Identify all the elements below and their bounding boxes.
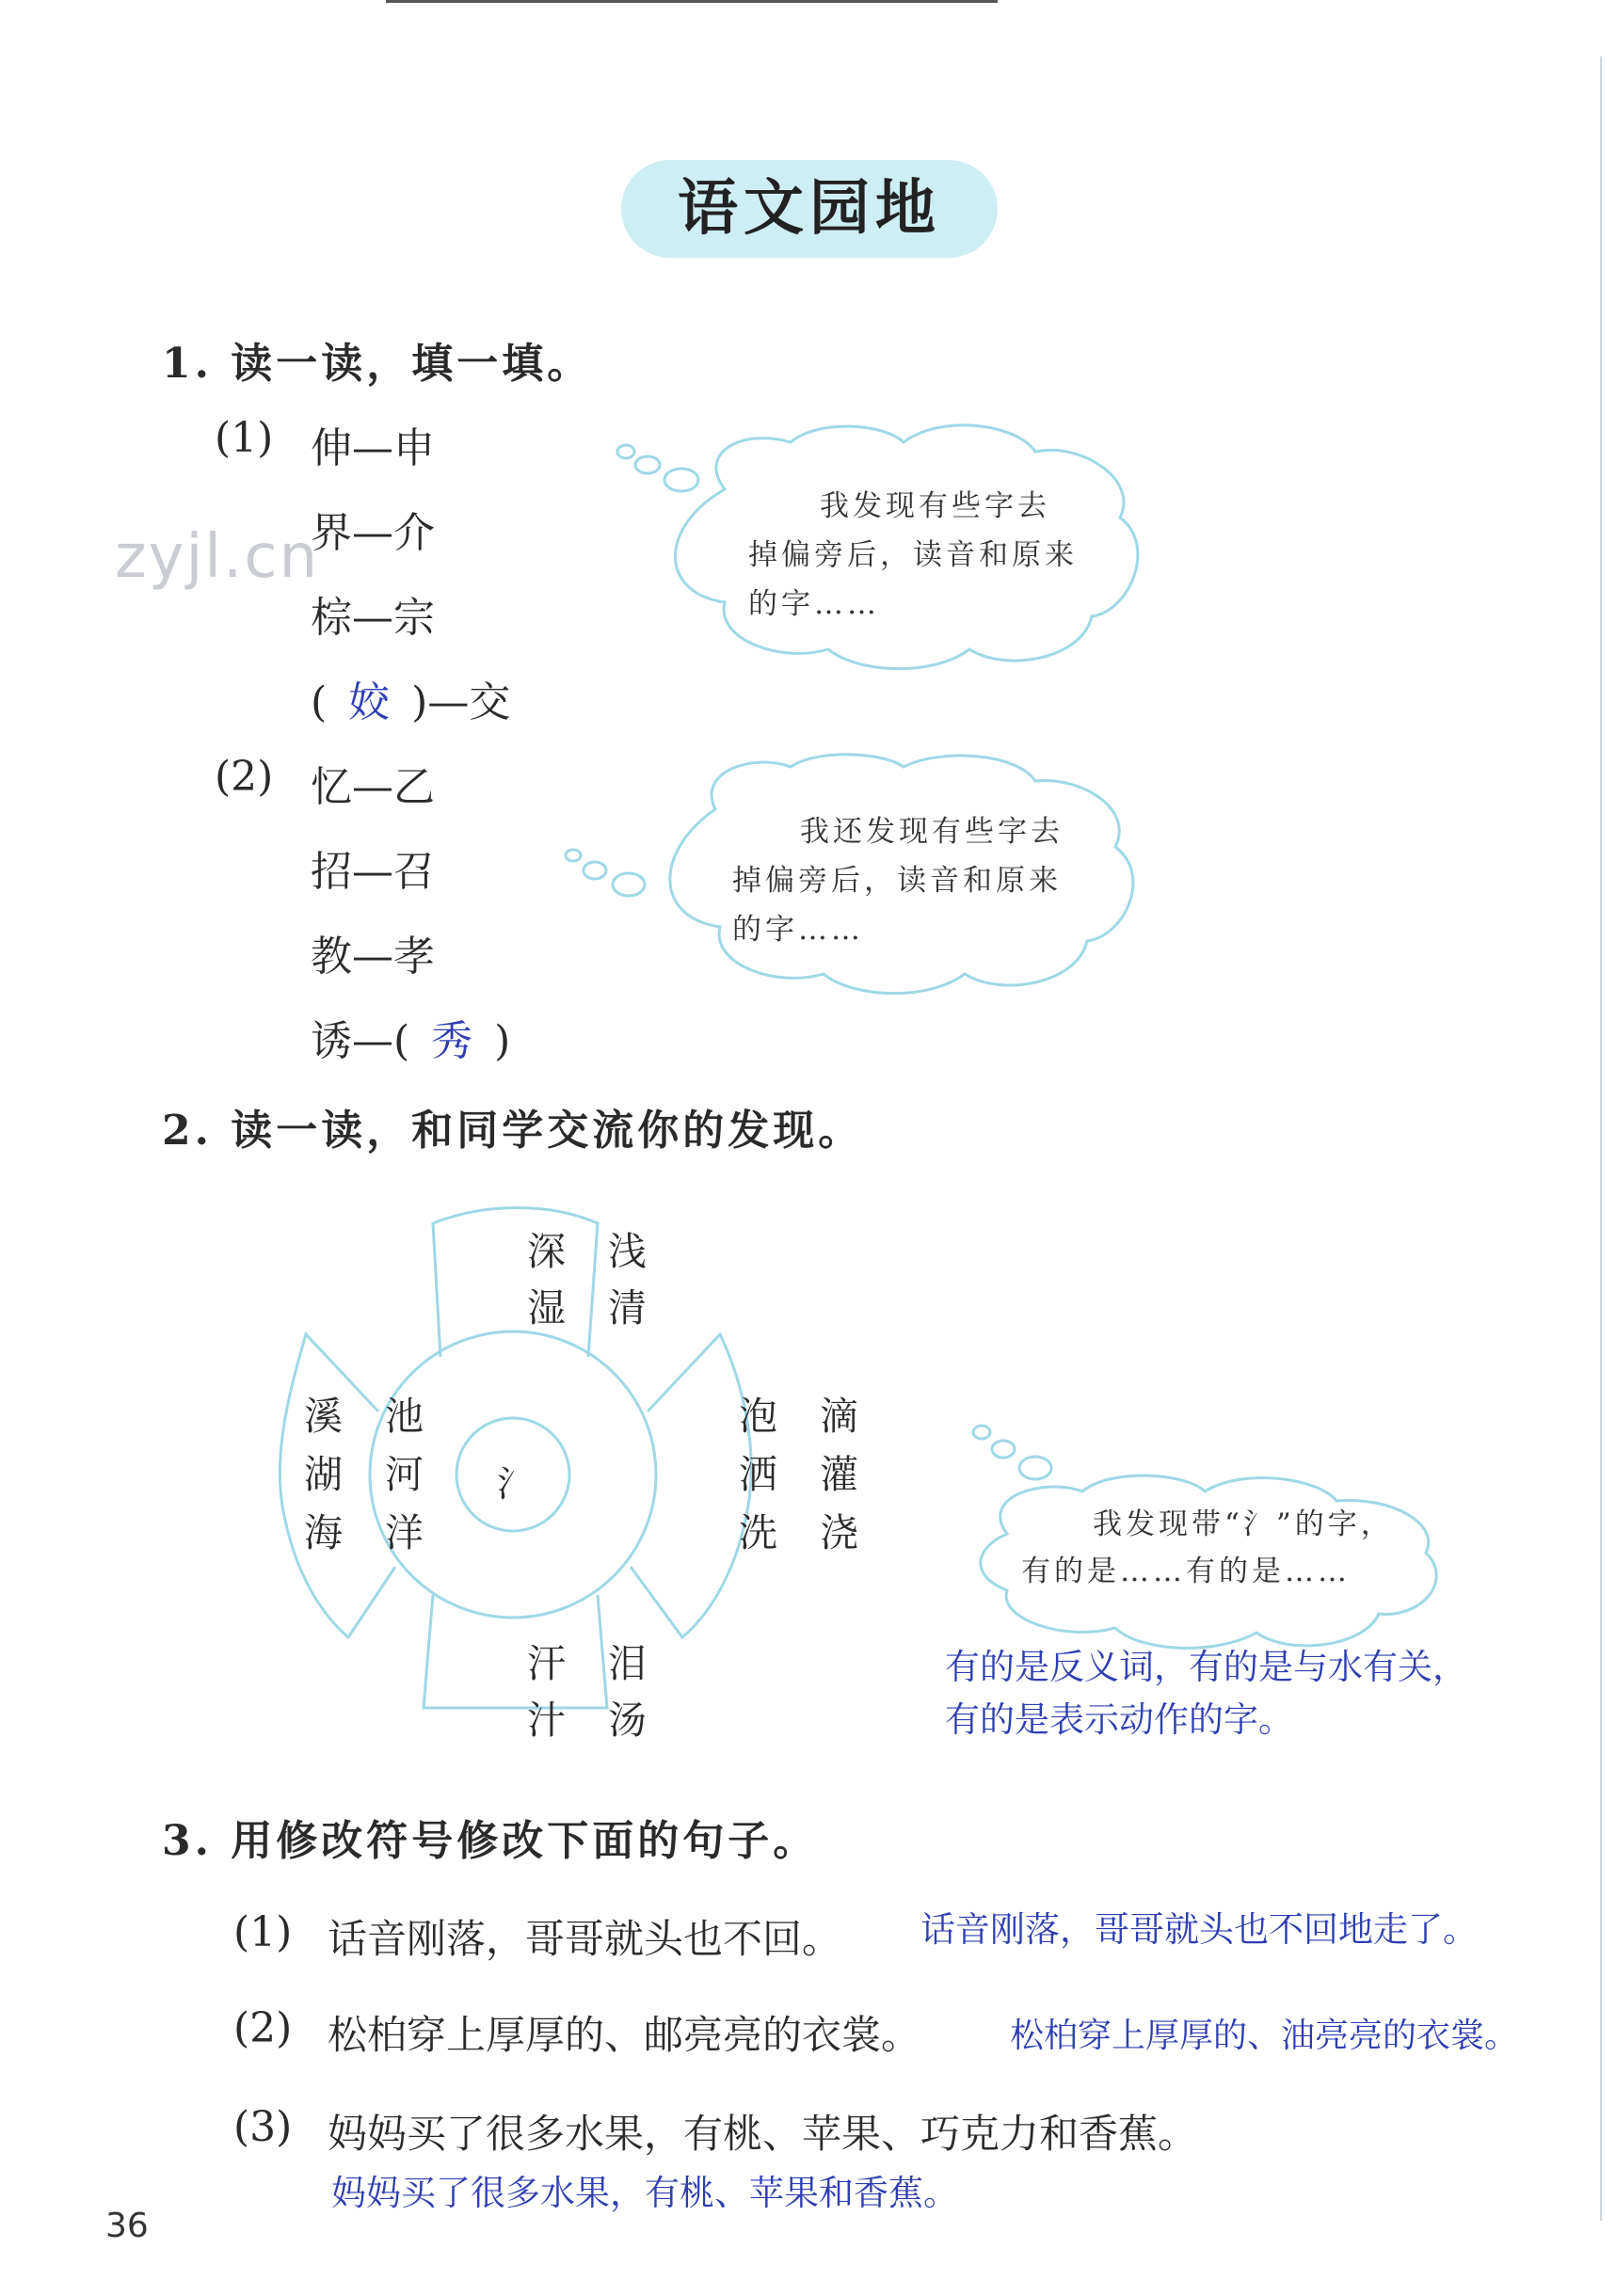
watermark: zyjl.cn bbox=[115, 522, 320, 592]
s3-item1-text: 话音刚落，哥哥就头也不回。 bbox=[328, 1916, 842, 1962]
bubble1-line-2: 掉偏旁后，读音和原来 bbox=[748, 538, 1078, 572]
bubble2-text bbox=[732, 807, 1064, 954]
bubble3-text bbox=[1021, 1501, 1394, 1595]
s3-item3-answer: 妈妈买了很多水果，有桃、苹果和香蕉。 bbox=[331, 2173, 958, 2213]
s3-item1-label: (1) bbox=[233, 1908, 293, 1956]
part2-pair-2: 招—召 bbox=[311, 848, 435, 896]
part1-pair-3: 棕—宗 bbox=[311, 594, 435, 642]
fill-suffix: )—交 bbox=[411, 678, 511, 726]
bubble2-line-2: 掉偏旁后，读音和原来 bbox=[732, 864, 1062, 898]
petal-left-line-3: 海 洋 bbox=[304, 1510, 425, 1555]
bubble3-line-2: 有的是……有的是…… bbox=[1021, 1555, 1351, 1588]
part2-pair-3: 教—孝 bbox=[311, 933, 435, 981]
section2-answer-line-2: 有的是表示动作的字。 bbox=[945, 1699, 1293, 1740]
section3-heading: 3. 用修改符号修改下面的句子。 bbox=[162, 1817, 819, 1865]
bubble2-line-1: 我还发现有些字去 bbox=[800, 815, 1064, 849]
petal-left-text bbox=[304, 1387, 425, 1562]
section2-heading: 2. 读一读，和同学交流你的发现。 bbox=[162, 1107, 864, 1155]
petal-bottom-line-2: 汁 汤 bbox=[527, 1698, 648, 1743]
part1-pair-1: 伸—申 bbox=[311, 424, 435, 472]
part1-label: (1) bbox=[215, 414, 274, 462]
petal-top-line-2: 湿 清 bbox=[527, 1285, 648, 1331]
s3-item2-label: (2) bbox=[233, 2004, 293, 2052]
bubble2-dot-3 bbox=[613, 873, 645, 896]
fill-answer: 姣 bbox=[348, 678, 391, 726]
s3-item3-text: 妈妈买了很多水果，有桃、苹果、巧克力和香蕉。 bbox=[328, 2111, 1198, 2157]
bubble3-dot-2 bbox=[992, 1441, 1015, 1458]
page-title: 语文园地 bbox=[678, 173, 941, 244]
bubble1-line-3: 的字…… bbox=[748, 587, 880, 621]
bubble3-dot-3 bbox=[1019, 1457, 1051, 1479]
petal-bottom-line-1: 汗 泪 bbox=[527, 1641, 648, 1686]
petal-right-line-2: 洒 灌 bbox=[739, 1452, 860, 1497]
s3-item1-answer: 话音刚落，哥哥就头也不回地走了。 bbox=[920, 1909, 1478, 1950]
petal-top-text bbox=[527, 1223, 648, 1336]
part1-pair-2: 界—介 bbox=[311, 509, 435, 557]
petal-right-line-3: 洗 浇 bbox=[739, 1510, 860, 1555]
part2-pair-1: 忆—乙 bbox=[311, 763, 435, 811]
section2-answer-line-1: 有的是反义词，有的是与水有关， bbox=[945, 1647, 1467, 1687]
petal-left-line-2: 湖 河 bbox=[304, 1452, 425, 1497]
fill-prefix: ( bbox=[311, 678, 328, 726]
section1-heading: 1. 读一读，填一填。 bbox=[162, 340, 593, 388]
bubble2-dot-2 bbox=[584, 862, 606, 879]
s3-item2-text: 松柏穿上厚厚的、邮亮亮的衣裳。 bbox=[328, 2012, 921, 2058]
petal-right-line-1: 泡 滴 bbox=[739, 1394, 860, 1439]
page-number: 36 bbox=[105, 2207, 149, 2245]
s3-item2-answer: 松柏穿上厚厚的、油亮亮的衣裳。 bbox=[1010, 2017, 1519, 2055]
bubble3-dot-1 bbox=[973, 1426, 990, 1439]
petal-right-text bbox=[739, 1387, 860, 1562]
bubble3-line-1: 我发现带“氵”的字， bbox=[1093, 1507, 1394, 1541]
bubble1-dot-3 bbox=[664, 469, 698, 491]
section2-answer bbox=[945, 1641, 1467, 1746]
petal-right-shape bbox=[631, 1334, 751, 1637]
bubble1-line-1: 我发现有些字去 bbox=[820, 489, 1050, 523]
part2-label: (2) bbox=[215, 753, 274, 801]
fill-answer: 秀 bbox=[431, 1017, 473, 1065]
center-radical: 氵 bbox=[497, 1463, 536, 1505]
petal-top-line-1: 深 浅 bbox=[527, 1229, 648, 1274]
bubble2-dot-1 bbox=[566, 850, 581, 861]
bubble1-dot-1 bbox=[617, 445, 634, 458]
bubble1-text bbox=[748, 482, 1078, 629]
bubble2-line-3: 的字…… bbox=[732, 913, 864, 947]
petal-bottom-text bbox=[527, 1635, 648, 1748]
fill-suffix: ) bbox=[494, 1017, 511, 1065]
bubble1-dot-2 bbox=[635, 456, 660, 473]
s3-item3-label: (3) bbox=[233, 2103, 293, 2151]
petal-left-line-1: 溪 池 bbox=[304, 1394, 425, 1439]
fill-prefix: 诱—( bbox=[311, 1017, 410, 1065]
